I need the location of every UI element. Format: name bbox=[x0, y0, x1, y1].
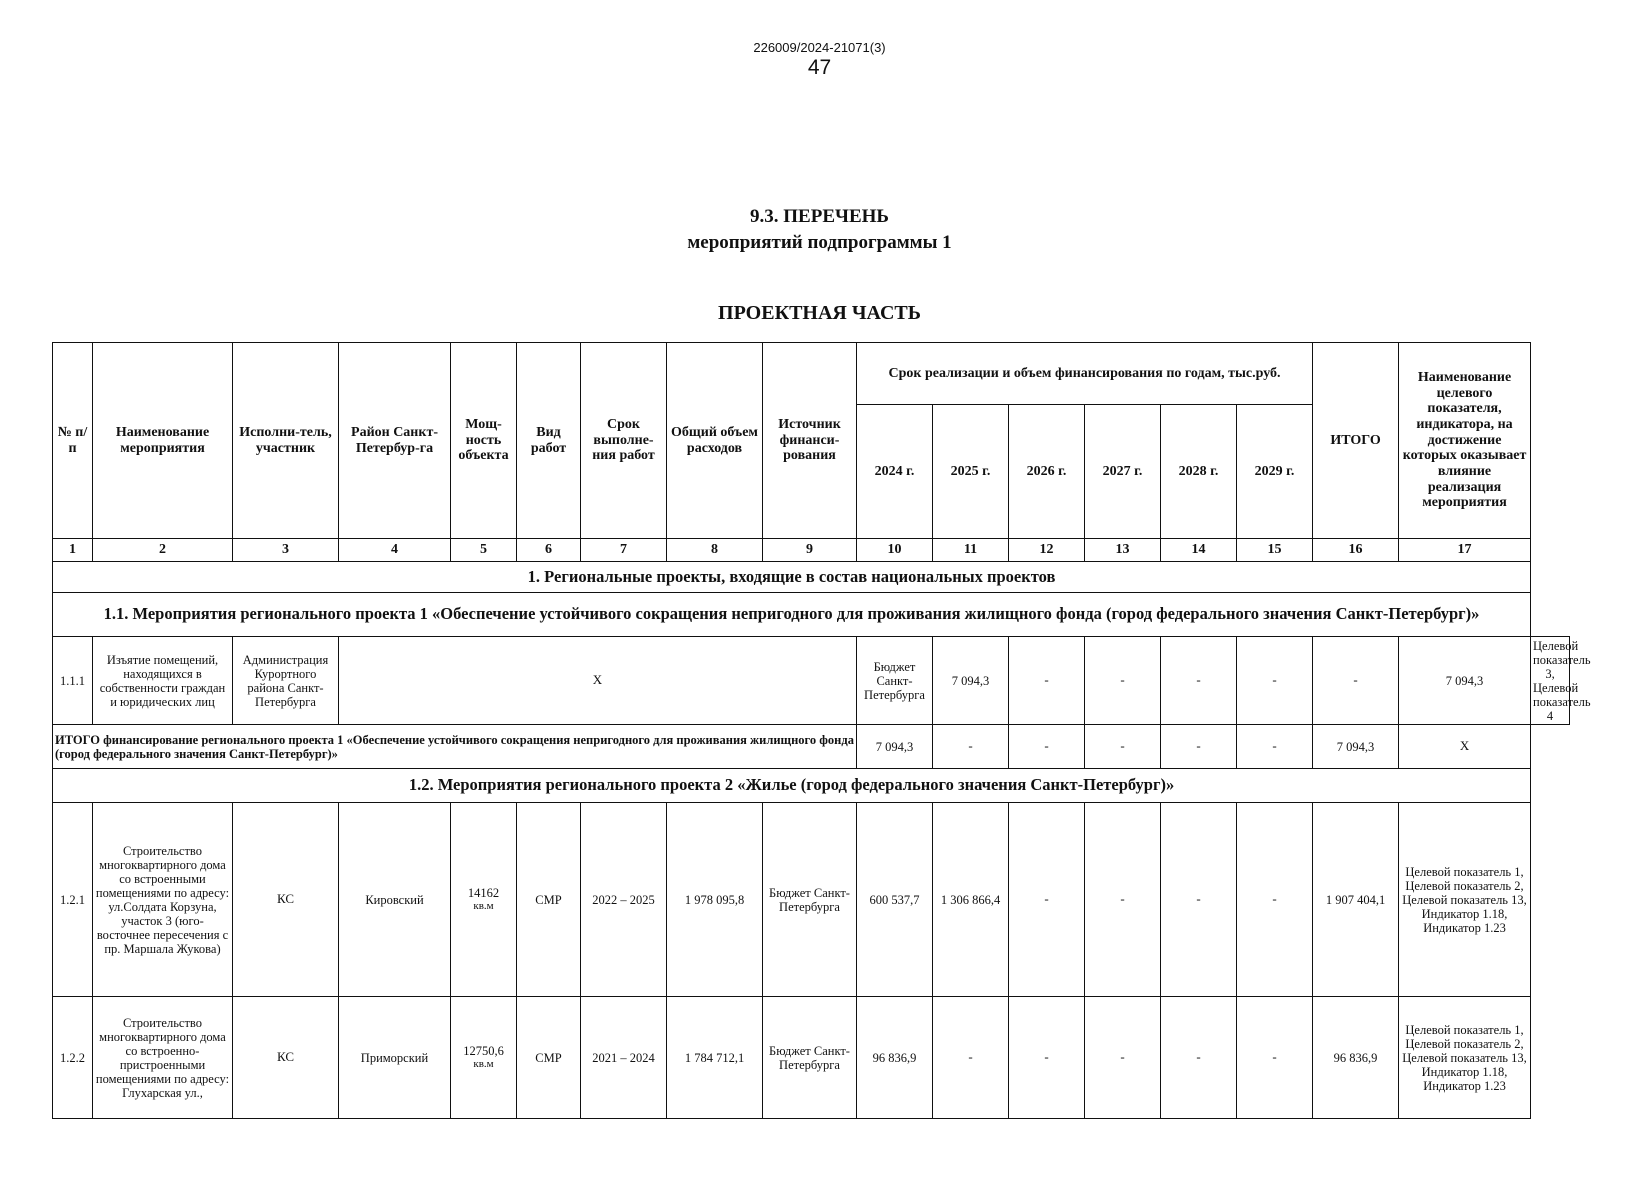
table-row bbox=[53, 637, 1570, 725]
column-number: 10 bbox=[857, 539, 933, 562]
col-header-indicator: Наименование целевого показателя, индикатора, на достижение которых оказывает влияние реализация мероприятия bbox=[1399, 343, 1531, 539]
subsection-row bbox=[53, 593, 1570, 637]
column-number: 17 bbox=[1399, 539, 1531, 562]
amount-2025: - bbox=[933, 725, 1009, 769]
amount-2025: - bbox=[933, 997, 1009, 1119]
amount-total: 7 094,3 bbox=[1313, 725, 1399, 769]
period: 2022 – 2025 bbox=[581, 803, 667, 997]
amount-2026: - bbox=[1009, 997, 1085, 1119]
col-header-2028: 2028 г. bbox=[1161, 405, 1237, 539]
funding-source: Бюджет Санкт-Петербурга bbox=[763, 997, 857, 1119]
subsection-title: 1.1. Мероприятия регионального проекта 1 «Обеспечение устойчивого сокращения непригодного для проживания жилищного фонда (город федерального значения Санкт-Петербург)» bbox=[53, 593, 1531, 637]
indicator: Целевой показатель 1, Целевой показатель 2, Целевой показатель 13, Индикатор 1.18, Индикатор 1.23 bbox=[1399, 997, 1531, 1119]
period: 2021 – 2024 bbox=[581, 997, 667, 1119]
total-label: ИТОГО финансирование регионального проекта 1 «Обеспечение устойчивого сокращения непригодного для проживания жилищного фонда (город федерального значения Санкт-Петербург)» bbox=[53, 725, 857, 769]
header-row-1 bbox=[53, 343, 1570, 405]
total-row bbox=[53, 725, 1570, 769]
column-number: 2 bbox=[93, 539, 233, 562]
amount-2025: 1 306 866,4 bbox=[933, 803, 1009, 997]
amount-2026: - bbox=[1009, 725, 1085, 769]
column-number: 14 bbox=[1161, 539, 1237, 562]
column-number: 7 bbox=[581, 539, 667, 562]
amount-2028: - bbox=[1161, 803, 1237, 997]
amount-2027: - bbox=[1161, 637, 1237, 725]
col-header-2025: 2025 г. bbox=[933, 405, 1009, 539]
total-cost: 1 978 095,8 bbox=[667, 803, 763, 997]
col-header-years-group: Срок реализации и объем финансирования по годам, тыс.руб. bbox=[857, 343, 1313, 405]
funding-source: Бюджет Санкт-Петербурга bbox=[763, 803, 857, 997]
column-number: 9 bbox=[763, 539, 857, 562]
table-row bbox=[53, 803, 1570, 997]
amount-2029: - bbox=[1237, 803, 1313, 997]
amount-2029: - bbox=[1237, 725, 1313, 769]
amount-2027: - bbox=[1085, 725, 1161, 769]
col-header-work-type: Вид работ bbox=[517, 343, 581, 539]
amount-2025: - bbox=[1009, 637, 1085, 725]
district: Приморский bbox=[339, 997, 451, 1119]
capacity-unit: кв.м bbox=[473, 900, 494, 913]
amount-2024: 7 094,3 bbox=[933, 637, 1009, 725]
col-header-period: Срок выполне-ния работ bbox=[581, 343, 667, 539]
document-title: 9.3. ПЕРЕЧЕНЬ bbox=[750, 206, 889, 227]
col-header-executor: Исполни-тель, участник bbox=[233, 343, 339, 539]
executor: КС bbox=[233, 803, 339, 997]
col-header-source: Источник финанси-рования bbox=[763, 343, 857, 539]
document-subtitle: мероприятий подпрограммы 1 bbox=[687, 232, 952, 253]
column-number: 11 bbox=[933, 539, 1009, 562]
col-header-2027: 2027 г. bbox=[1085, 405, 1161, 539]
capacity-value: 12750,6 bbox=[463, 1044, 504, 1059]
col-header-total: ИТОГО bbox=[1313, 343, 1399, 539]
section-row bbox=[53, 562, 1570, 593]
column-number: 13 bbox=[1085, 539, 1161, 562]
col-header-2029: 2029 г. bbox=[1237, 405, 1313, 539]
measure-name: Строительство многоквартирного дома со встроенно-пристроенными помещениями по адресу: Глухарская ул., bbox=[93, 997, 233, 1119]
indicator: Х bbox=[1399, 725, 1531, 769]
measures-table bbox=[52, 342, 1591, 1119]
district: Кировский bbox=[339, 803, 451, 997]
amount-total: 96 836,9 bbox=[1313, 997, 1399, 1119]
column-number: 6 bbox=[517, 539, 581, 562]
row-number: 1.2.1 bbox=[53, 803, 93, 997]
amount-2024: 7 094,3 bbox=[857, 725, 933, 769]
col-header-name: Наименование мероприятия bbox=[93, 343, 233, 539]
document-number: 226009/2024-21071(3) bbox=[753, 40, 886, 55]
column-number: 5 bbox=[451, 539, 517, 562]
amount-2029: - bbox=[1237, 997, 1313, 1119]
column-number: 4 bbox=[339, 539, 451, 562]
col-header-district: Район Санкт-Петербур-га bbox=[339, 343, 451, 539]
column-number: 3 bbox=[233, 539, 339, 562]
amount-2026: - bbox=[1085, 637, 1161, 725]
amount-2027: - bbox=[1085, 803, 1161, 997]
amount-2024: 600 537,7 bbox=[857, 803, 933, 997]
column-number: 16 bbox=[1313, 539, 1399, 562]
measure-name: Изъятие помещений, находящихся в собственности граждан и юридических лиц bbox=[93, 637, 233, 725]
col-header-number: № п/п bbox=[53, 343, 93, 539]
col-header-capacity: Мощ-ность объекта bbox=[451, 343, 517, 539]
total-cost: 1 784 712,1 bbox=[667, 997, 763, 1119]
subsection-title: 1.2. Мероприятия регионального проекта 2 «Жилье (город федерального значения Санкт-Петербург)» bbox=[53, 769, 1531, 803]
subsection-row bbox=[53, 769, 1570, 803]
amount-2024: 96 836,9 bbox=[857, 997, 933, 1119]
col-header-2026: 2026 г. bbox=[1009, 405, 1085, 539]
amount-2029: - bbox=[1313, 637, 1399, 725]
capacity-value: 14162 bbox=[467, 886, 500, 901]
row-number: 1.1.1 bbox=[53, 637, 93, 725]
section-title: 1. Региональные проекты, входящие в состав национальных проектов bbox=[53, 562, 1531, 593]
column-number: 15 bbox=[1237, 539, 1313, 562]
work-type: СМР bbox=[517, 997, 581, 1119]
work-type: СМР bbox=[517, 803, 581, 997]
funding-source: Бюджет Санкт-Петербурга bbox=[857, 637, 933, 725]
amount-total: 1 907 404,1 bbox=[1313, 803, 1399, 997]
capacity bbox=[451, 997, 517, 1119]
capacity bbox=[451, 803, 517, 997]
indicator: Целевой показатель 1, Целевой показатель 2, Целевой показатель 13, Индикатор 1.18, Индикатор 1.23 bbox=[1399, 803, 1531, 997]
amount-2026: - bbox=[1009, 803, 1085, 997]
amount-2027: - bbox=[1085, 997, 1161, 1119]
amount-2028: - bbox=[1161, 725, 1237, 769]
column-number: 8 bbox=[667, 539, 763, 562]
amount-total: 7 094,3 bbox=[1399, 637, 1531, 725]
row-number: 1.2.2 bbox=[53, 997, 93, 1119]
column-number: 1 bbox=[53, 539, 93, 562]
col-header-total-cost: Общий объем расходов bbox=[667, 343, 763, 539]
column-number: 12 bbox=[1009, 539, 1085, 562]
executor: Администрация Курортного района Санкт-Петербурга bbox=[233, 637, 339, 725]
capacity-unit: кв.м bbox=[473, 1058, 494, 1071]
amount-2028: - bbox=[1161, 997, 1237, 1119]
col-header-2024: 2024 г. bbox=[857, 405, 933, 539]
amount-2028: - bbox=[1237, 637, 1313, 725]
column-number-row bbox=[53, 539, 1570, 562]
part-heading: ПРОЕКТНАЯ ЧАСТЬ bbox=[718, 302, 921, 324]
executor: КС bbox=[233, 997, 339, 1119]
page-number: 47 bbox=[807, 56, 832, 79]
merged-cell: Х bbox=[339, 637, 857, 725]
indicator: Целевой показатель 3, Целевой показатель 4 bbox=[1531, 637, 1570, 725]
table-row bbox=[53, 997, 1570, 1119]
measure-name: Строительство многоквартирного дома со встроенными помещениями по адресу: ул.Солдата Корзуна, участок 3 (юго-восточнее пересечения с пр. Маршала Жукова) bbox=[93, 803, 233, 997]
